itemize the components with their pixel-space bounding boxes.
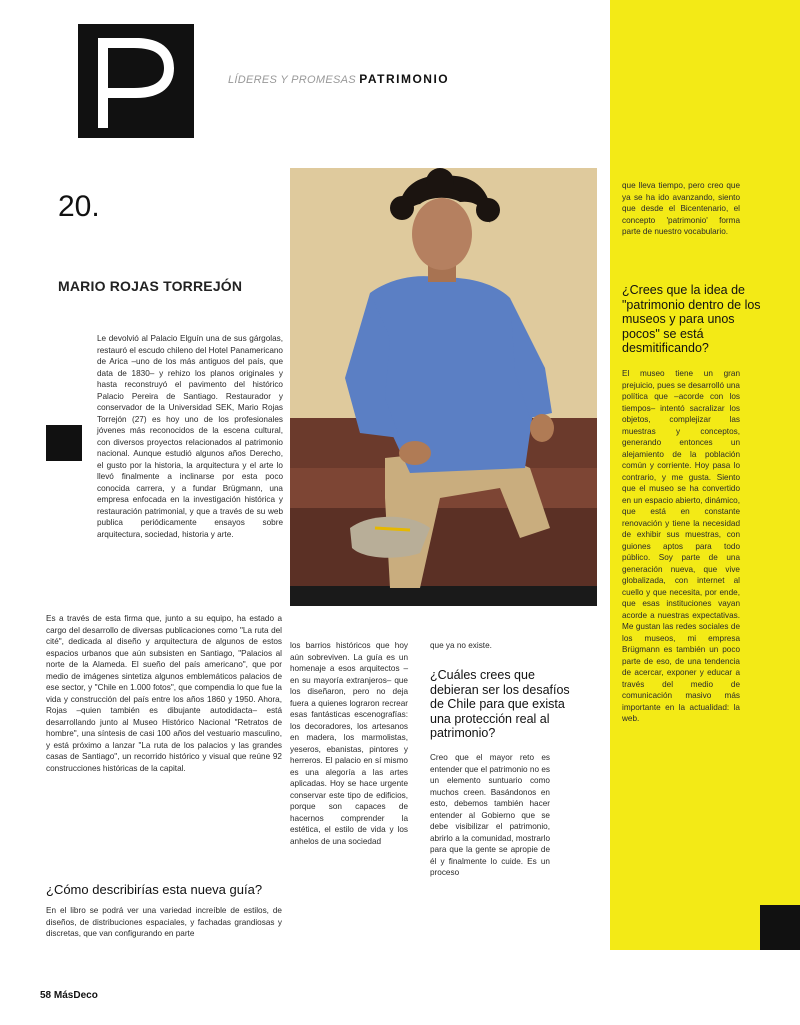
- answer-text: que ya no existe.: [430, 641, 492, 650]
- section-letter-logo: [78, 24, 194, 138]
- answer-text: los barrios históricos que hoy aún sobreviven. La guía es un homenaje a esos arquitectos –en su mayoría extranjeros– que los diseñaron, pero no deja fuera a quienes lograron recrear esas fantásticas escenografías: los decoradores, los artesanos en madera, los marmolistas, yeseros, ebanistas, pintores y herreros. El palacio en sí mismo es una alegoría a las artes aplicadas. Hoy se hace urgente conservar este tipo de edificios, porque son capaces de hacernos comprender la estética, el estilo de vida y los anhelos de una sociedad: [290, 641, 408, 846]
- intro-paragraph: [97, 333, 283, 540]
- body-paragraph: [46, 613, 282, 774]
- body-text: Es a través de esta firma que, junto a su equipo, ha estado a cargo del desarrollo de diversas publicaciones como "La ruta del cité", dedicada al diseño y arquitectura de algunos de estos espacios urbanos que aún subsisten en Santiago, "Palacios al norte de la Alameda. El sueño del país americano", que por medio de imágenes sintetiza algunos emblemáticos palacios de ese sector, y "Chile en 1.000 fotos", que compendia lo que fue la vida y construcción del país entre los años 1860 y 1950. Ahora, Rojas –quien también es dibujante autodidacta– está desarrollando junto al Museo Histórico Nacional "Retratos de hombre", una síntesis de casi 100 años del vestuario masculino, y está próximo a lanzar "La ruta de los palacios y las grandes casas de Santiago", un recorrido histórico y visual que reúne 92 construcciones históricas de la capital.: [46, 614, 282, 773]
- answer-paragraph: [46, 905, 282, 940]
- section-kicker: LÍDERES Y PROMESAS: [228, 74, 356, 86]
- section-header: [228, 72, 449, 86]
- intro-text: Le devolvió al Palacio Elguín una de sus gárgolas, restauró el escudo chileno del Hotel Panamericano de Arica –uno de los más antiguos del país, que data de 1830– y rehizo los planos originales y hasta reconstruyó el pavimento del histórico Palacio Pereira de Santiago. Restaurador y conservador de la Universidad SEK, Mario Rojas Torrejón (27) es hoy uno de los profesionales jóvenes más reconocidos de la escena cultural, con diversos proyectos relacionados al patrimonio nacional. Aunque estudió algunos años Derecho, el gusto por la historia, la arquitectura y el arte lo llevó finalmente a inclinarse por esta poco conocida carrera, y a fundar Brügmann, una empresa enfocada en la investigación histórica y restauración patrimonial, y que a través de su web publica periódicamente ensayos sobre arquitectura, sociedad, historia y arte.: [97, 334, 283, 539]
- question-heading: ¿Cuáles crees que debieran ser los desafíos de Chile para que exista una protección real al patrimonio?: [430, 668, 570, 740]
- page-footer: [40, 990, 98, 1001]
- answer-text: El museo tiene un gran prejuicio, pues se desarrolló una política que –acorde con los tiempos– intentó sacralizar los objetos, complejizar las muestras y conceptos, generando entonces un alejamiento de la población común y corriente. Hoy pasa lo contrario, y me gusta. Siento que el museo se ha convertido en un espacio abierto, dinámico, que está en constante renovación y tiene la necesidad de exhibir sus muestras, con guiones aptos para todo público. Soy parte de una generación nueva, que vive globalizada, con internet al cuello y que necesita, por ende, que esas instituciones vayan acorde a nuestras expectativas. Me gustan las redes sociales de los museos, mi empresa Brügmann es también un poco parte de eso, de una tendencia de acercar, exponer y educar a través del medio de comunicación masivo más importante en la actualidad: la web.: [622, 369, 740, 723]
- profile-number: 20.: [58, 190, 100, 223]
- portrait-photo: [290, 168, 597, 606]
- answer-text: En el libro se podrá ver una variedad increíble de estilos, de diseños, de distribuciones espaciales, y fachadas grandiosas y discretas, que van configurando en parte: [46, 906, 282, 938]
- black-corner-block: [760, 905, 800, 950]
- answer-text: Creo que el mayor reto es entender que el patrimonio no es un elemento suntuario como muchos creen. Basándonos en esto, debemos también hacer entender al Gobierno que se debe visibilizar el patrimonio, abrirlo a la comunidad, mostrarlo para que la gente se apropie de él y finalmente lo cuide. Es un proceso: [430, 753, 550, 877]
- answer-paragraph: [622, 368, 740, 725]
- page-number: 58: [40, 990, 52, 1001]
- section-name: PATRIMONIO: [359, 72, 450, 86]
- answer-continuation-end: [430, 640, 580, 652]
- question-heading: ¿Cómo describirías esta nueva guía?: [46, 882, 263, 897]
- decorative-black-square: [46, 425, 82, 461]
- person-name: MARIO ROJAS TORREJÓN: [58, 278, 243, 294]
- answer-text: que lleva tiempo, pero creo que ya se ha ido avanzando, siento que desde el Bicentenario, el concepto 'patrimonio' forma parte de nuestro vocabulario.: [622, 181, 740, 236]
- answer-continuation: [622, 180, 740, 238]
- question-heading: ¿Crees que la idea de "patrimonio dentro de los museos y para unos pocos" se está desmitificando?: [622, 283, 761, 355]
- answer-paragraph: [430, 752, 550, 879]
- answer-continuation: [290, 640, 408, 847]
- magazine-name: MásDeco: [53, 990, 98, 1001]
